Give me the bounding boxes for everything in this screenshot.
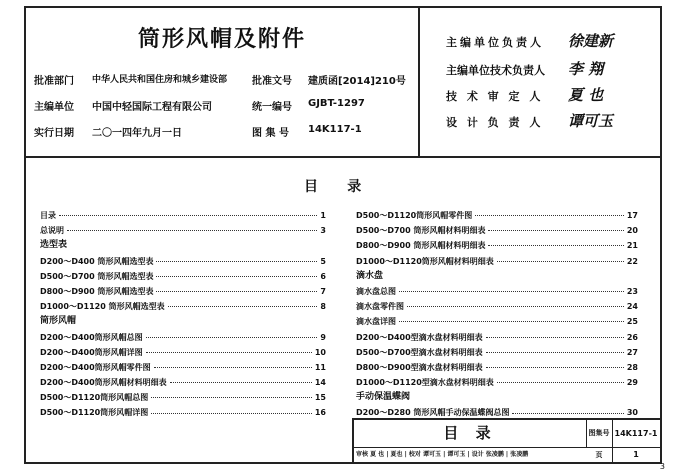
editor-unit-value: 中国中轻国际工程有限公司 <box>92 102 212 113</box>
toc-entry[interactable] <box>356 208 638 223</box>
toc-entry-page: 27 <box>626 347 638 357</box>
toc-entry-label: D500～D1120筒形风帽详图 <box>40 408 149 418</box>
toc-leader-dots <box>156 261 317 262</box>
toc-entry-label: D200～D400型滴水盘材料明细表 <box>356 332 483 342</box>
toc-leader-dots <box>486 367 624 368</box>
toc-right-column <box>356 208 638 421</box>
toc-entry[interactable] <box>356 360 638 375</box>
toc-entry[interactable] <box>40 284 326 299</box>
toc-entry-label: D800～D900 筒形风帽材料明细表 <box>356 241 486 251</box>
toc-entry-label: D200～D400筒形风帽零件图 <box>40 362 151 372</box>
toc-entry-page: 22 <box>626 256 638 266</box>
signature-tech-chief: 李 翔 <box>568 60 604 78</box>
toc-entry[interactable] <box>40 390 326 405</box>
toc-leader-dots <box>151 397 312 398</box>
toc-leader-dots <box>488 245 623 246</box>
toc-entry[interactable] <box>40 345 326 360</box>
signature-tech-reviewer: 夏 也 <box>568 86 604 104</box>
toc-entry-label: D800～D900型滴水盘材料明细表 <box>356 362 483 372</box>
toc-leader-dots <box>168 306 318 307</box>
toc-leader-dots <box>399 321 624 322</box>
editor-unit-label: 主编单位 <box>34 102 74 113</box>
toc-entry-label: 目录 <box>40 211 56 220</box>
toc-entry-page: 16 <box>314 408 326 418</box>
toc-entry[interactable] <box>40 405 326 420</box>
toc-leader-dots <box>59 215 317 216</box>
toc-entry[interactable] <box>356 223 638 238</box>
toc-entry-label: 筒形风帽 <box>40 316 77 327</box>
impl-date-label: 实行日期 <box>34 128 74 139</box>
corner-page-number: 3 <box>659 462 665 471</box>
toc-entry[interactable] <box>356 330 638 345</box>
toc-entry-label: 滴水盘总图 <box>356 286 396 296</box>
responsible-persons-panel <box>418 8 660 156</box>
toc-entry-label: 总说明 <box>40 226 64 236</box>
toc-entry-label: 滴水盘 <box>356 270 384 281</box>
page-value-cell: 1 <box>633 450 639 459</box>
header-info-panel <box>26 8 420 156</box>
atlas-title: 筒形风帽及附件 <box>137 27 306 52</box>
toc-entry-page: 9 <box>320 332 326 342</box>
toc-entry[interactable] <box>356 284 638 299</box>
toc-leader-dots <box>156 276 317 277</box>
toc-entry-page: 26 <box>626 332 638 342</box>
toc-entry[interactable] <box>40 299 326 314</box>
atlas-label-cell: 图集号 <box>586 420 613 447</box>
toc-entry-page: 20 <box>626 226 638 236</box>
toc-entry-label: D200～D400筒形风帽总图 <box>40 332 143 342</box>
toc-section-heading <box>356 269 638 284</box>
toc-entry-label: D500～D1120筒形风帽总图 <box>40 393 149 403</box>
toc-entry-page: 3 <box>320 226 326 236</box>
toc-entry-page: 30 <box>626 408 638 418</box>
toc-entry-page: 23 <box>626 286 638 296</box>
approval-dept-value: 中华人民共和国住房和城乡建设部 <box>92 75 228 85</box>
atlas-value-cell: 14K117-1 <box>614 429 658 438</box>
toc-section-heading <box>40 238 326 253</box>
toc-entry-page: 14 <box>314 378 326 388</box>
toc-entry[interactable] <box>40 360 326 375</box>
role-design-lead: 设 计 负 责 人 <box>446 116 544 129</box>
toc-entry-label: D500～D1120筒形风帽零件图 <box>356 211 473 220</box>
toc-leader-dots <box>475 215 624 216</box>
toc-entry-label: 滴水盘零件图 <box>356 302 404 312</box>
approval-doc-value: 建质函[2014]210号 <box>308 76 406 87</box>
toc-leader-dots <box>497 261 624 262</box>
toc-entry-page: 10 <box>314 347 326 357</box>
toc-entry-page: 6 <box>320 271 326 281</box>
role-chief-unit: 主编单位负责人 <box>446 36 544 49</box>
toc-entry-page: 5 <box>320 256 326 266</box>
page-label-cell: 页 <box>586 448 613 462</box>
toc-entry[interactable] <box>356 314 638 329</box>
toc-leader-dots <box>497 382 624 383</box>
toc-entry-label: 手动保温蝶阀 <box>356 392 411 403</box>
toc-entry-page: 1 <box>320 211 326 220</box>
toc-entry-label: 选型表 <box>40 240 68 251</box>
title-block <box>352 418 660 462</box>
toc-heading: 目 录 <box>304 179 362 195</box>
toc-entry[interactable] <box>356 375 638 390</box>
toc-entry-page: 28 <box>626 362 638 372</box>
toc-leader-dots <box>488 230 623 231</box>
sign-row: 审核 夏 也 | 夏也 | 校对 谭可玉 | 谭可玉 | 设计 张凌鹏 | 张凌鹏 <box>356 451 529 458</box>
toc-leader-dots <box>146 337 318 338</box>
toc-leader-dots <box>151 413 312 414</box>
toc-entry-label: D1000～D1120筒形风帽材料明细表 <box>356 256 494 266</box>
drawing-frame <box>24 6 662 464</box>
toc-entry-page: 7 <box>320 286 326 296</box>
atlas-no-value: 14K117-1 <box>308 124 362 135</box>
toc-entry-label: D500～D700 筒形风帽材料明细表 <box>356 226 486 236</box>
role-tech-reviewer: 技 术 审 定 人 <box>446 90 544 103</box>
toc-entry-label: D1000～D1120型滴水盘材料明细表 <box>356 378 494 388</box>
toc-left-column <box>40 208 326 421</box>
toc-entry-label: D1000～D1120 筒形风帽选型表 <box>40 302 165 312</box>
toc-section-heading <box>356 390 638 405</box>
toc-entry-label: D500～D700 筒形风帽选型表 <box>40 271 154 281</box>
approval-dept-label: 批准部门 <box>34 76 74 87</box>
toc-leader-dots <box>486 337 624 338</box>
toc-entry-page: 15 <box>314 393 326 403</box>
toc-entry[interactable] <box>356 299 638 314</box>
signature-chief-unit: 徐建新 <box>568 32 614 50</box>
toc-leader-dots <box>154 367 312 368</box>
toc-entry-label: D200～D400 筒形风帽选型表 <box>40 256 154 266</box>
header-divider <box>26 156 660 158</box>
toc-entry-label: D200～D280 筒形风帽手动保温蝶阀总图 <box>356 408 510 418</box>
toc-entry[interactable] <box>356 254 638 269</box>
toc-entry-page: 24 <box>626 302 638 312</box>
toc-leader-dots <box>407 306 624 307</box>
toc-entry[interactable] <box>40 254 326 269</box>
toc-entry[interactable] <box>40 208 326 223</box>
unified-no-label: 统一编号 <box>252 102 292 113</box>
toc-section-heading <box>40 314 326 329</box>
toc-leader-dots <box>146 352 312 353</box>
toc-leader-dots <box>170 382 312 383</box>
toc-entry[interactable] <box>356 345 638 360</box>
toc-entry-page: 11 <box>314 362 326 372</box>
toc-entry[interactable] <box>40 330 326 345</box>
toc-entry-label: D200～D400筒形风帽材料明细表 <box>40 378 167 388</box>
toc-entry-page: 25 <box>626 317 638 327</box>
toc-entry-page: 29 <box>626 378 638 388</box>
atlas-no-label: 图 集 号 <box>252 128 289 139</box>
toc-leader-dots <box>399 291 624 292</box>
toc-leader-dots <box>156 291 317 292</box>
approval-doc-label: 批准文号 <box>252 76 292 87</box>
title-block-title: 目 录 <box>354 420 587 447</box>
toc-entry-label: D200～D400筒形风帽详图 <box>40 347 143 357</box>
toc-entry[interactable] <box>356 238 638 253</box>
toc-entry[interactable] <box>40 375 326 390</box>
toc-entry-page: 8 <box>320 302 326 312</box>
toc-entry-page: 17 <box>626 211 638 220</box>
toc-leader-dots <box>486 352 624 353</box>
toc-entry[interactable] <box>40 269 326 284</box>
toc-entry-label: D500～D700型滴水盘材料明细表 <box>356 347 483 357</box>
toc-leader-dots <box>512 413 623 414</box>
toc-leader-dots <box>67 230 317 231</box>
toc-entry[interactable] <box>40 223 326 238</box>
toc-entry-label: D800～D900 筒形风帽选型表 <box>40 286 154 296</box>
unified-no-value: GJBT-1297 <box>308 98 365 109</box>
signature-design-lead: 谭可玉 <box>568 112 614 130</box>
impl-date-value: 二〇一四年九月一日 <box>92 128 182 139</box>
role-tech-chief: 主编单位技术负责人 <box>446 64 545 77</box>
toc-entry-page: 21 <box>626 241 638 251</box>
toc-entry-label: 滴水盘详图 <box>356 317 396 327</box>
